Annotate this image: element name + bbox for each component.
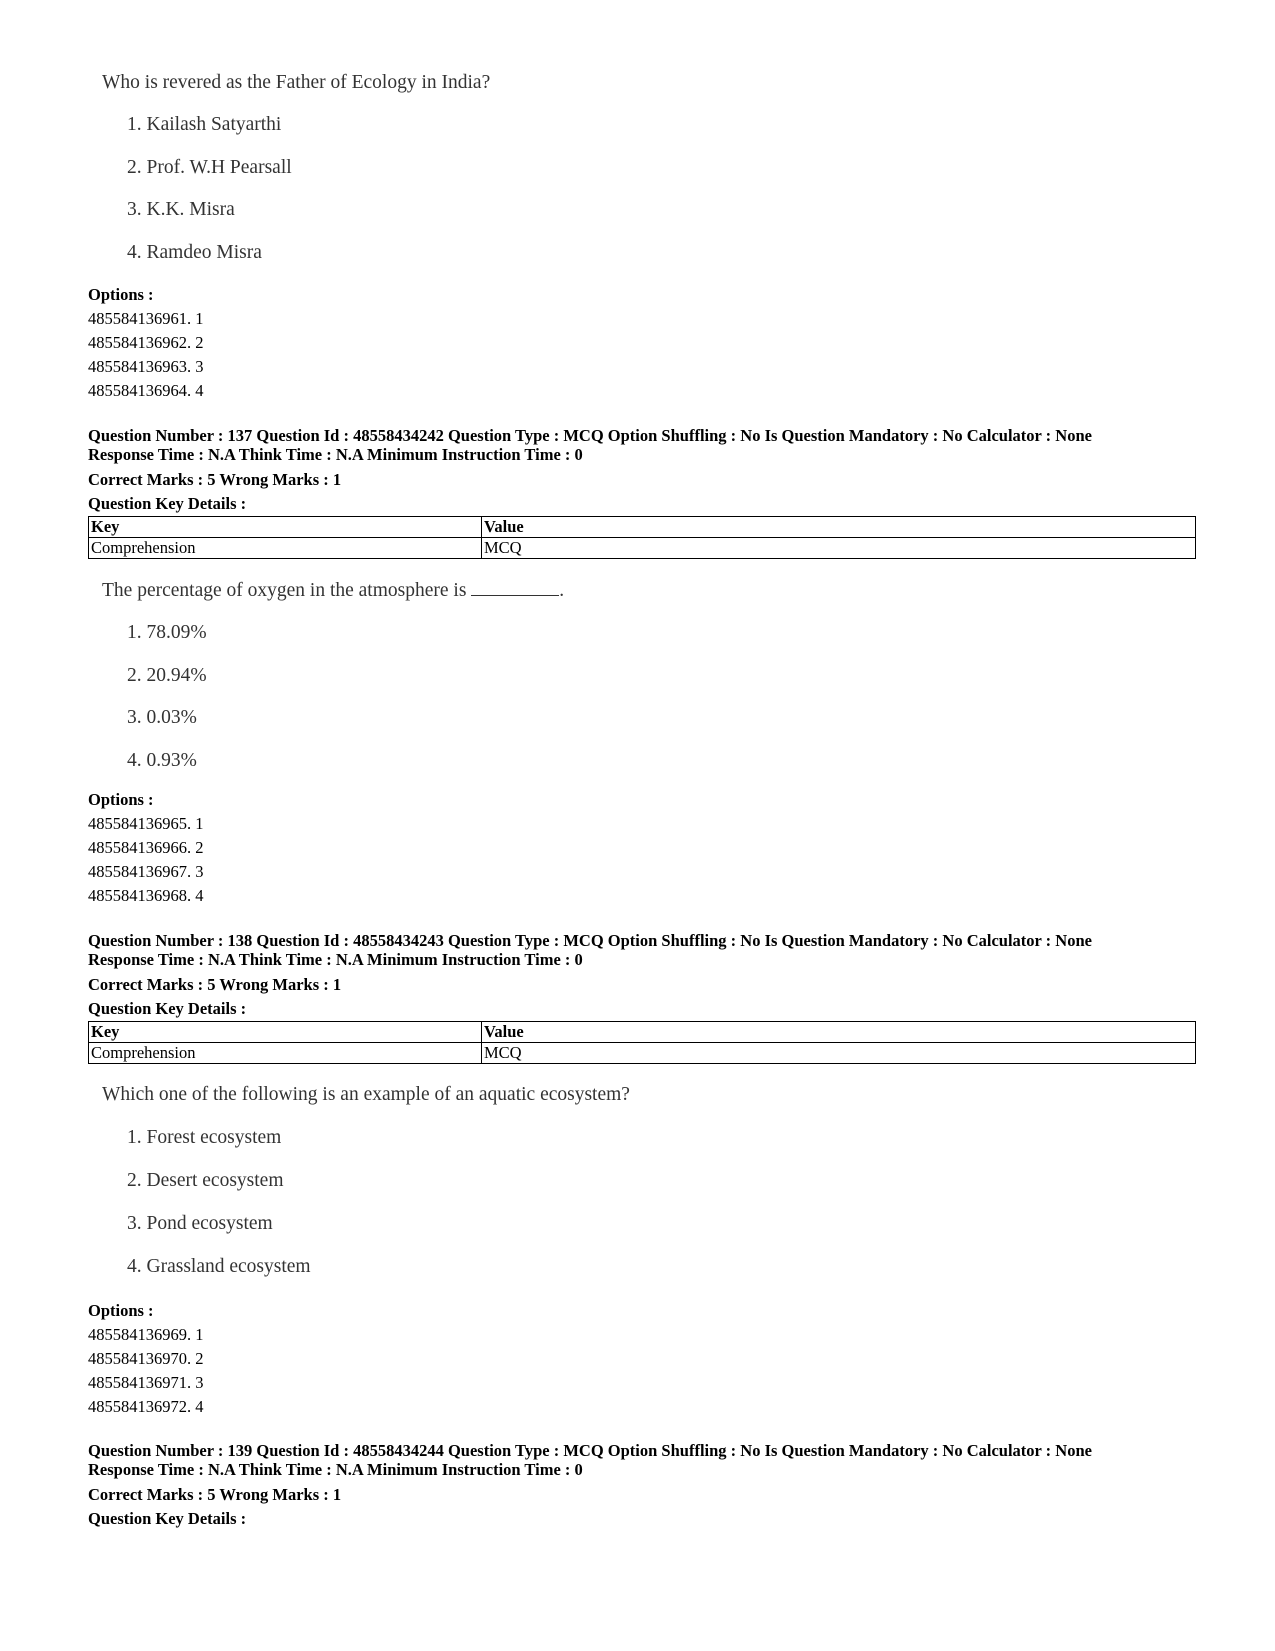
question-138-key-table xyxy=(88,1021,1196,1064)
question-meta-line: Question Number : 138 Question Id : 48558434243 Question Type : MCQ Option Shuffling : No Is Question Mandatory : No Calculator : None xyxy=(88,931,1092,950)
option-id: 485584136969. 1 xyxy=(88,1325,204,1344)
question-139-meta xyxy=(88,1441,1092,1531)
question-136-choice-4: 4. Ramdeo Misra xyxy=(127,242,262,263)
question-136-options xyxy=(88,283,204,403)
question-136-choice-1: 1. Kailash Satyarthi xyxy=(127,114,282,135)
question-137-choice-3: 3. 0.03% xyxy=(127,707,197,728)
option-id: 485584136971. 3 xyxy=(88,1373,204,1392)
question-meta-line: Question Number : 139 Question Id : 48558434244 Question Type : MCQ Option Shuffling : No Is Question Mandatory : No Calculator : None xyxy=(88,1441,1092,1460)
question-137-choice-4: 4. 0.93% xyxy=(127,750,197,771)
question-137-options xyxy=(88,788,204,908)
question-136-text: Who is revered as the Father of Ecology in India? xyxy=(102,72,491,93)
table-header-key: Key xyxy=(89,1022,482,1043)
option-id: 485584136967. 3 xyxy=(88,862,204,881)
question-138-choice-4: 4. Grassland ecosystem xyxy=(127,1256,311,1277)
option-id: 485584136970. 2 xyxy=(88,1349,204,1368)
question-138-options xyxy=(88,1299,204,1419)
table-cell-value: MCQ xyxy=(482,538,1196,559)
question-137-text: The percentage of oxygen in the atmosphere is . xyxy=(102,580,565,601)
marks-line: Correct Marks : 5 Wrong Marks : 1 xyxy=(88,1485,342,1504)
option-id: 485584136961. 1 xyxy=(88,309,204,328)
option-id: 485584136963. 3 xyxy=(88,357,204,376)
options-label: Options : xyxy=(88,1301,154,1320)
question-meta-line: Question Number : 137 Question Id : 48558434242 Question Type : MCQ Option Shuffling : No Is Question Mandatory : No Calculator : None xyxy=(88,426,1092,445)
question-137-meta xyxy=(88,426,1092,516)
question-138-choice-1: 1. Forest ecosystem xyxy=(127,1127,282,1148)
fill-in-blank xyxy=(471,581,559,596)
table-header-value: Value xyxy=(482,517,1196,538)
option-id: 485584136968. 4 xyxy=(88,886,204,905)
key-details-label: Question Key Details : xyxy=(88,1509,247,1528)
option-id: 485584136965. 1 xyxy=(88,814,204,833)
table-header-key: Key xyxy=(89,517,482,538)
marks-line: Correct Marks : 5 Wrong Marks : 1 xyxy=(88,470,342,489)
table-header-value: Value xyxy=(482,1022,1196,1043)
response-time-line: Response Time : N.A Think Time : N.A Minimum Instruction Time : 0 xyxy=(88,950,583,969)
question-137-key-table xyxy=(88,516,1196,559)
question-137-choice-2: 2. 20.94% xyxy=(127,665,207,686)
option-id: 485584136966. 2 xyxy=(88,838,204,857)
table-cell-value: MCQ xyxy=(482,1043,1196,1064)
question-138-choice-3: 3. Pond ecosystem xyxy=(127,1213,273,1234)
key-details-label: Question Key Details : xyxy=(88,494,247,513)
question-138-meta xyxy=(88,931,1092,1021)
response-time-line: Response Time : N.A Think Time : N.A Minimum Instruction Time : 0 xyxy=(88,1460,583,1479)
option-id: 485584136962. 2 xyxy=(88,333,204,352)
question-137-choice-1: 1. 78.09% xyxy=(127,622,207,643)
table-cell-key: Comprehension xyxy=(89,1043,482,1064)
question-136-choice-2: 2. Prof. W.H Pearsall xyxy=(127,157,292,178)
table-cell-key: Comprehension xyxy=(89,538,482,559)
marks-line: Correct Marks : 5 Wrong Marks : 1 xyxy=(88,975,342,994)
question-138-text: Which one of the following is an example of an aquatic ecosystem? xyxy=(102,1084,630,1105)
option-id: 485584136964. 4 xyxy=(88,381,204,400)
response-time-line: Response Time : N.A Think Time : N.A Minimum Instruction Time : 0 xyxy=(88,445,583,464)
options-label: Options : xyxy=(88,790,154,809)
options-label: Options : xyxy=(88,285,154,304)
question-136-choice-3: 3. K.K. Misra xyxy=(127,199,235,220)
option-id: 485584136972. 4 xyxy=(88,1397,204,1416)
key-details-label: Question Key Details : xyxy=(88,999,247,1018)
question-138-choice-2: 2. Desert ecosystem xyxy=(127,1170,284,1191)
